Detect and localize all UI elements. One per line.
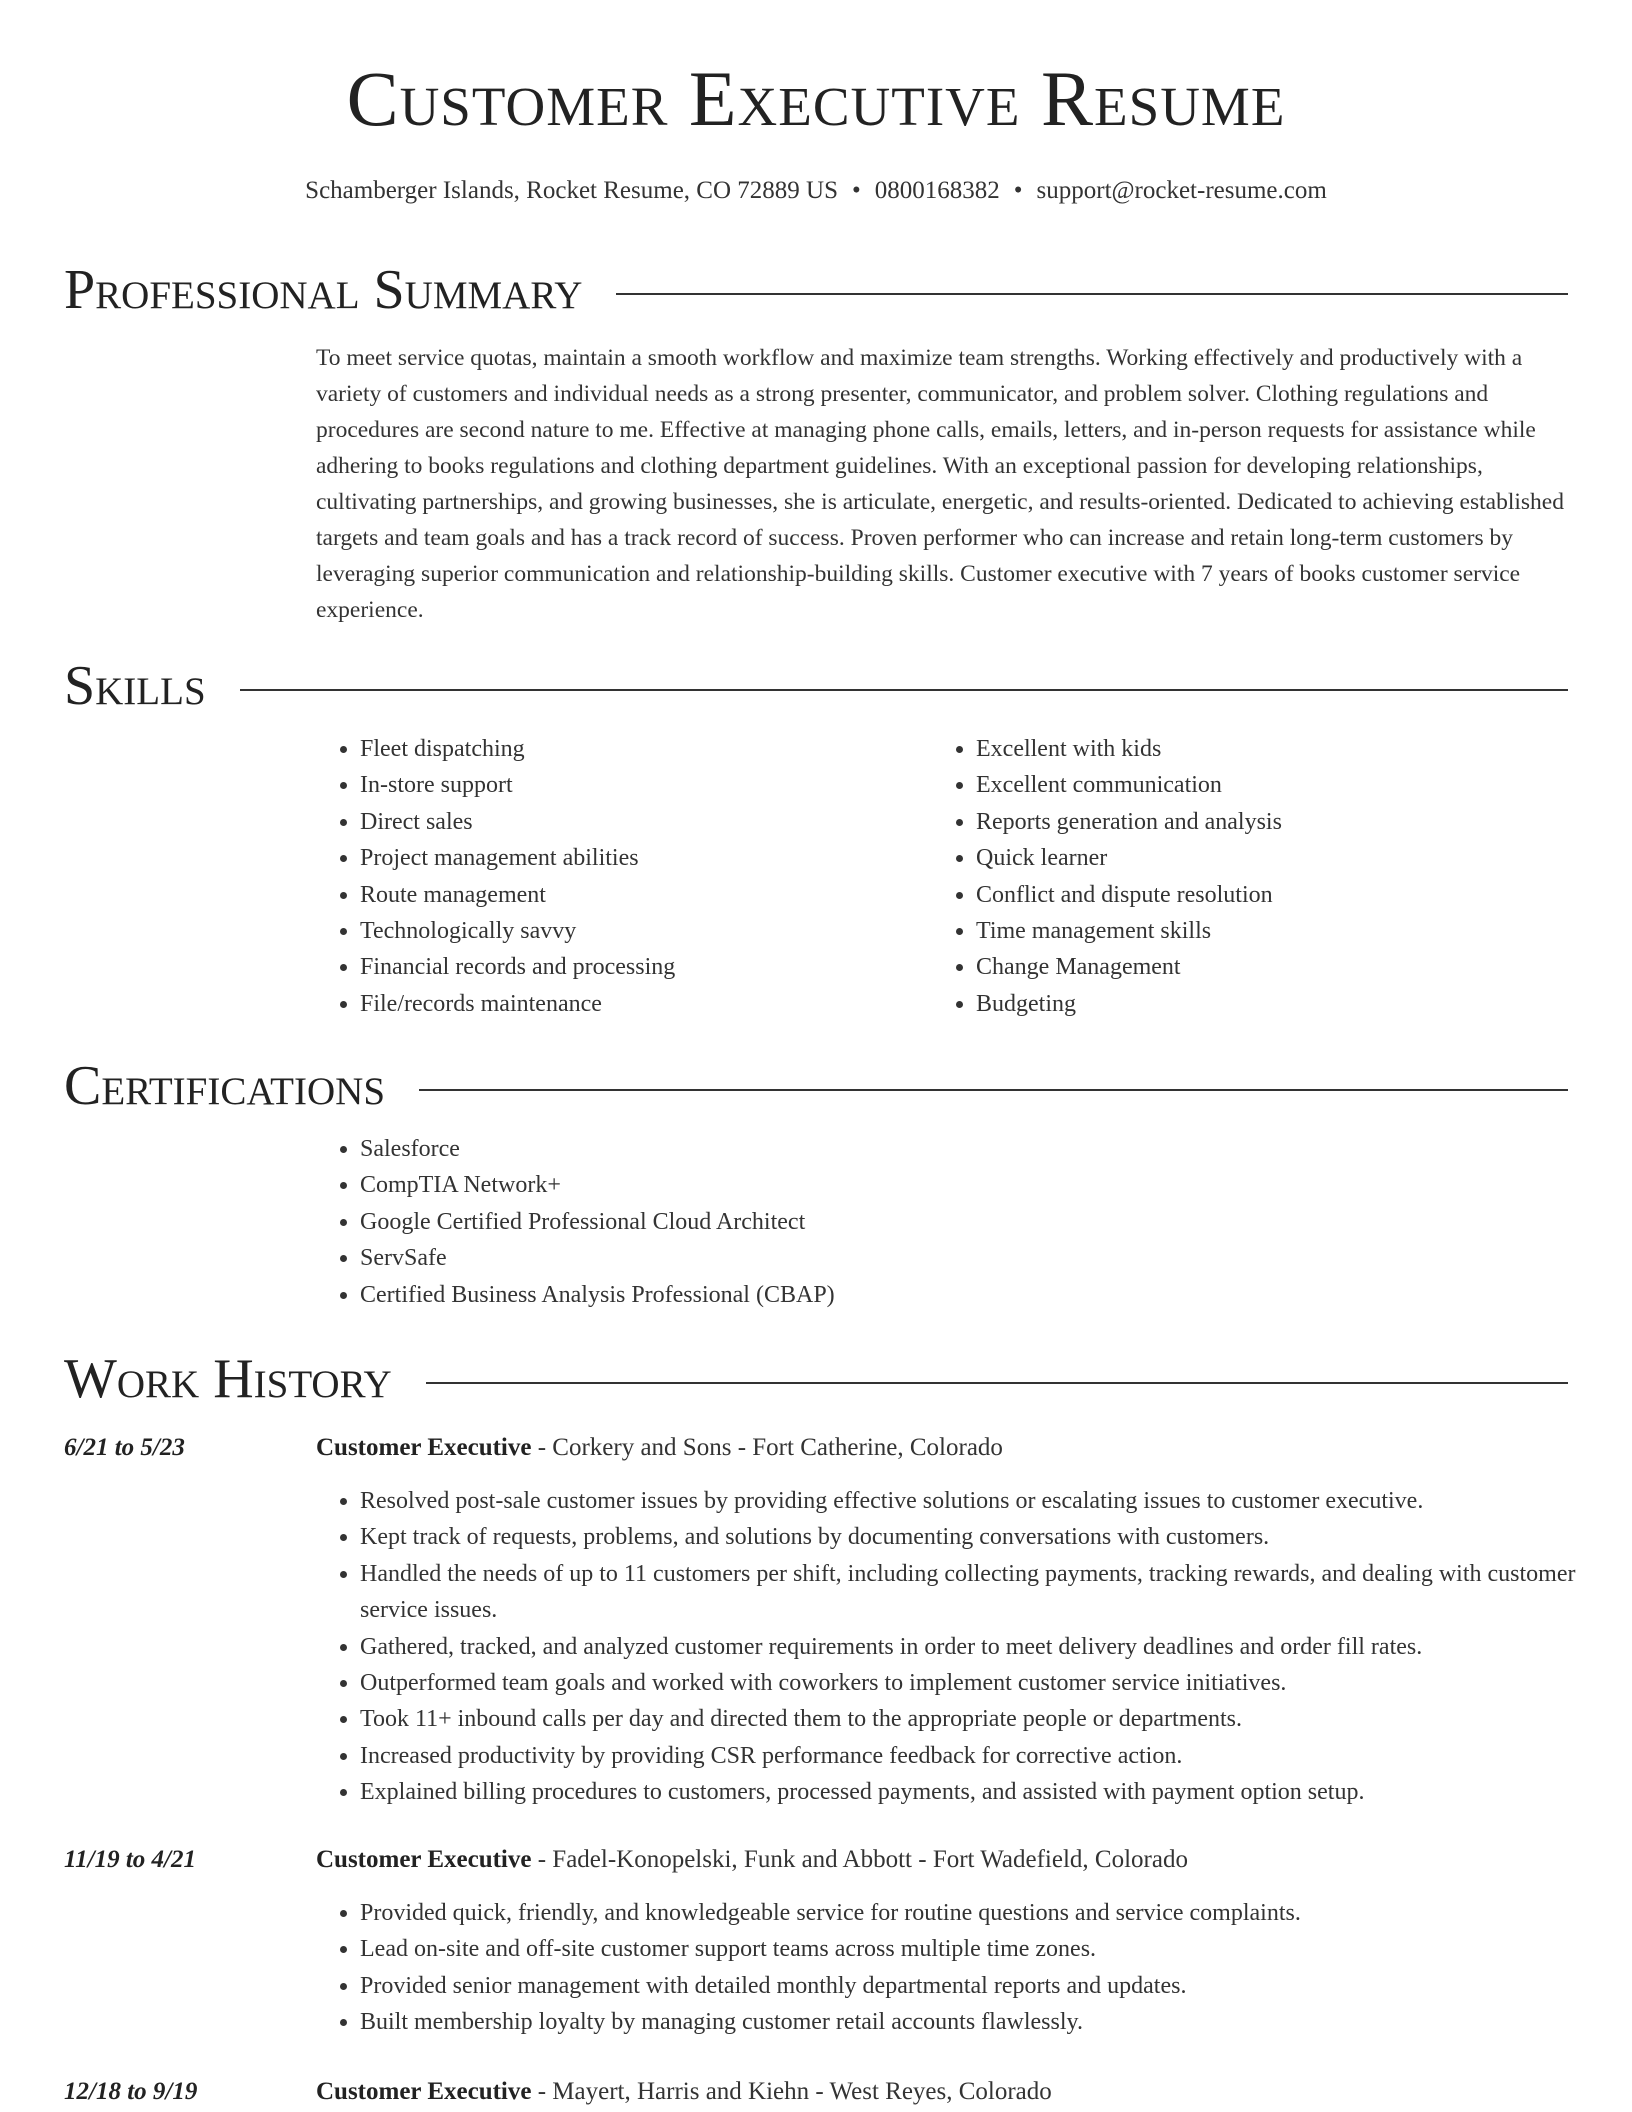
skill-item: • Time management skills <box>976 913 1576 949</box>
job-title-line <box>316 2076 1576 2108</box>
certification-item: • ServSafe <box>360 1240 1620 1276</box>
certification-item: • Certified Business Analysis Professional (CBAP) <box>360 1277 1620 1313</box>
certifications-list <box>316 1131 1620 1313</box>
section-title: Work History <box>64 1348 392 1410</box>
job-dates: 11/19 to 4/21 <box>64 1846 196 1873</box>
skill-item: • File/records maintenance <box>360 986 920 1022</box>
job-bullet: • Kept track of requests, problems, and solutions by documenting conversations with customers. <box>360 1519 1620 1555</box>
job-bullet: • Built membership loyalty by managing customer retail accounts flawlessly. <box>360 2004 1620 2040</box>
job-employer: - Corkery and Sons - Fort Catherine, Colorado <box>531 1434 1003 1461</box>
job-bullet: • Gathered, tracked, and analyzed customer requirements in order to meet delivery deadlines and order fill rates. <box>360 1629 1620 1665</box>
contact-address: Schamberger Islands, Rocket Resume, CO 72889 US <box>305 177 838 204</box>
job-dates: 12/18 to 9/19 <box>64 2078 198 2105</box>
skill-item: • Project management abilities <box>360 840 920 876</box>
skills-list-right <box>932 731 1576 1022</box>
job-role: Customer Executive <box>316 1846 532 1873</box>
section-divider <box>426 1382 1568 1384</box>
certification-item: • Google Certified Professional Cloud Architect <box>360 1204 1620 1240</box>
skill-item: • Direct sales <box>360 804 920 840</box>
skill-item: • Route management <box>360 877 920 913</box>
section-title: Professional Summary <box>64 259 583 321</box>
section-header-skills <box>64 655 1568 717</box>
section-title: Skills <box>64 655 206 717</box>
job-bullet: • Handled the needs of up to 11 customers per shift, including collecting payments, tracking rewards, and dealing with customer service issues. <box>360 1556 1620 1629</box>
contact-separator: • <box>851 177 861 204</box>
skill-item: • Quick learner <box>976 840 1576 876</box>
contact-separator: • <box>1013 177 1023 204</box>
summary-paragraph: To meet service quotas, maintain a smooth workflow and maximize team strengths. Working effectively and productively with a variety of customers and individual needs as a strong presenter, communicator, and problem solver. Clothing regulations and procedures are second nature to me. Effective at managing phone calls, emails, letters, and in-person requests for assistance while adhering to books regulations and clothing department guidelines. With an exceptional passion for developing relationships, cultivating partnerships, and growing businesses, she is articulate, energetic, and results-oriented. Dedicated to achieving established targets and team goals and has a track record of success. Proven performer who can increase and retain long-term customers by leveraging superior communication and relationship-building skills. Customer executive with 7 years of books customer service experience. <box>316 345 1564 623</box>
job-role: Customer Executive <box>316 1434 532 1461</box>
skill-item: • Excellent with kids <box>976 731 1576 767</box>
job-dates: 6/21 to 5/23 <box>64 1434 185 1461</box>
certification-item: • CompTIA Network+ <box>360 1167 1620 1203</box>
job-bullet: • Resolved post-sale customer issues by providing effective solutions or escalating issues to customer executive. <box>360 1483 1620 1519</box>
resume-title: Customer Executive Resume <box>346 55 1286 142</box>
skills-list-left <box>316 731 920 1022</box>
job-bullet: • Took 11+ inbound calls per day and directed them to the appropriate people or departments. <box>360 1701 1620 1737</box>
section-header-summary <box>64 259 1568 321</box>
skill-item: • Budgeting <box>976 986 1576 1022</box>
job-bullet: • Lead on-site and off-site customer support teams across multiple time zones. <box>360 1931 1620 1967</box>
section-divider <box>616 293 1568 295</box>
contact-line <box>0 176 1632 206</box>
job-bullet: • Provided quick, friendly, and knowledgeable service for routine questions and service complaints. <box>360 1895 1620 1931</box>
job-title-line <box>316 1432 1576 1464</box>
certification-item: • Salesforce <box>360 1131 1620 1167</box>
skill-item: • In-store support <box>360 767 920 803</box>
skill-item: • Conflict and dispute resolution <box>976 877 1576 913</box>
contact-email: support@rocket-resume.com <box>1036 177 1327 204</box>
job-title-line <box>316 1844 1576 1876</box>
job-bullet: • Provided senior management with detailed monthly departmental reports and updates. <box>360 1968 1620 2004</box>
skill-item: • Reports generation and analysis <box>976 804 1576 840</box>
skill-item: • Financial records and processing <box>360 949 920 985</box>
skill-item: • Fleet dispatching <box>360 731 920 767</box>
section-divider <box>240 689 1568 691</box>
job-role: Customer Executive <box>316 2078 532 2105</box>
job-responsibilities <box>316 1483 1620 1811</box>
section-header-certifications <box>64 1055 1568 1117</box>
job-bullet: • Explained billing procedures to customers, processed payments, and assisted with payment option setup. <box>360 1774 1620 1810</box>
section-title: Certifications <box>64 1055 386 1117</box>
skill-item: • Excellent communication <box>976 767 1576 803</box>
section-header-work-history <box>64 1348 1568 1410</box>
skill-item: • Technologically savvy <box>360 913 920 949</box>
job-bullet: • Outperformed team goals and worked with coworkers to implement customer service initiatives. <box>360 1665 1620 1701</box>
contact-phone: 0800168382 <box>874 177 1000 204</box>
job-bullet: • Increased productivity by providing CSR performance feedback for corrective action. <box>360 1738 1620 1774</box>
job-responsibilities <box>316 1895 1620 2041</box>
skill-item: • Change Management <box>976 949 1576 985</box>
job-employer: - Fadel-Konopelski, Funk and Abbott - Fort Wadefield, Colorado <box>531 1846 1188 1873</box>
job-employer: - Mayert, Harris and Kiehn - West Reyes, Colorado <box>531 2078 1052 2105</box>
section-divider <box>419 1089 1568 1091</box>
